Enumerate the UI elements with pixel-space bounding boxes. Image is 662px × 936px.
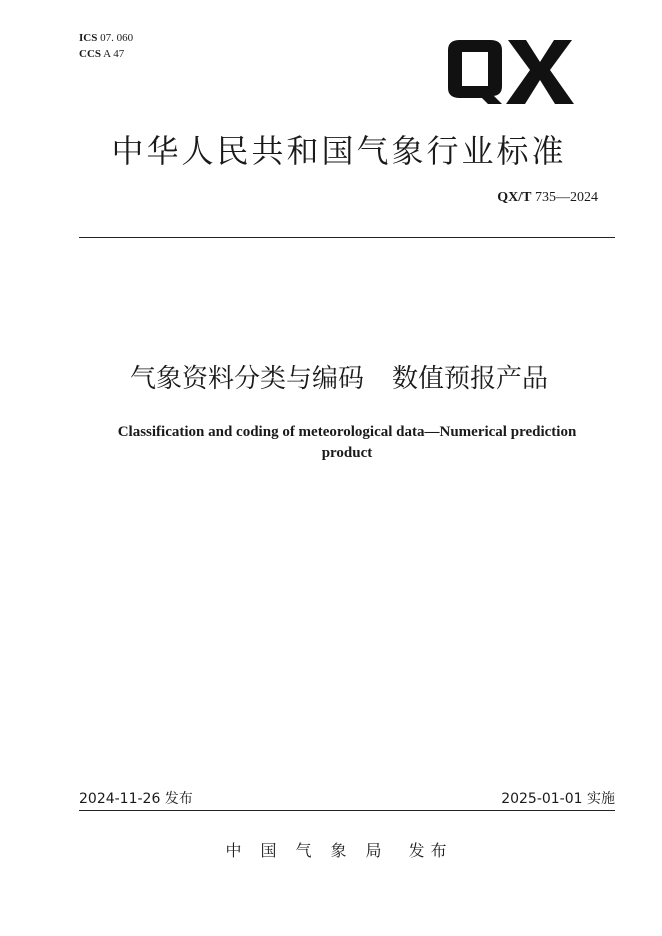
document-title-en: Classification and coding of meteorological data—Numerical prediction product: [117, 424, 577, 461]
classification-codes: [79, 30, 133, 62]
issue-date: 2024-11-26 发布: [79, 791, 193, 807]
qx-logo: [444, 36, 574, 108]
standard-series-title: 中华人民共和国气象行业标准: [111, 132, 567, 170]
ics-label: ICS: [79, 32, 98, 44]
standard-prefix: QX/T: [497, 190, 532, 205]
title-cn-sub: 数值预报产品: [392, 364, 549, 394]
standard-number: [497, 190, 598, 206]
ics-value: 07. 060: [100, 32, 134, 44]
logo-x-glyph: [506, 40, 574, 104]
publisher: [40, 838, 638, 861]
bottom-divider: [79, 810, 615, 811]
publisher-action: 发布: [408, 841, 453, 860]
ccs-value: A 47: [103, 48, 125, 60]
ics-code: [79, 30, 133, 46]
standard-code: 735—2024: [535, 190, 598, 205]
logo-q-glyph: [448, 40, 502, 104]
title-cn-main: 气象资料分类与编码: [129, 364, 364, 394]
top-divider: [79, 237, 615, 238]
document-title-cn: [40, 358, 638, 395]
publisher-org: 中国气象局: [225, 841, 401, 860]
ccs-code: [79, 46, 133, 62]
implementation-date: 2025-01-01 实施: [501, 791, 615, 807]
ccs-label: CCS: [79, 48, 102, 60]
